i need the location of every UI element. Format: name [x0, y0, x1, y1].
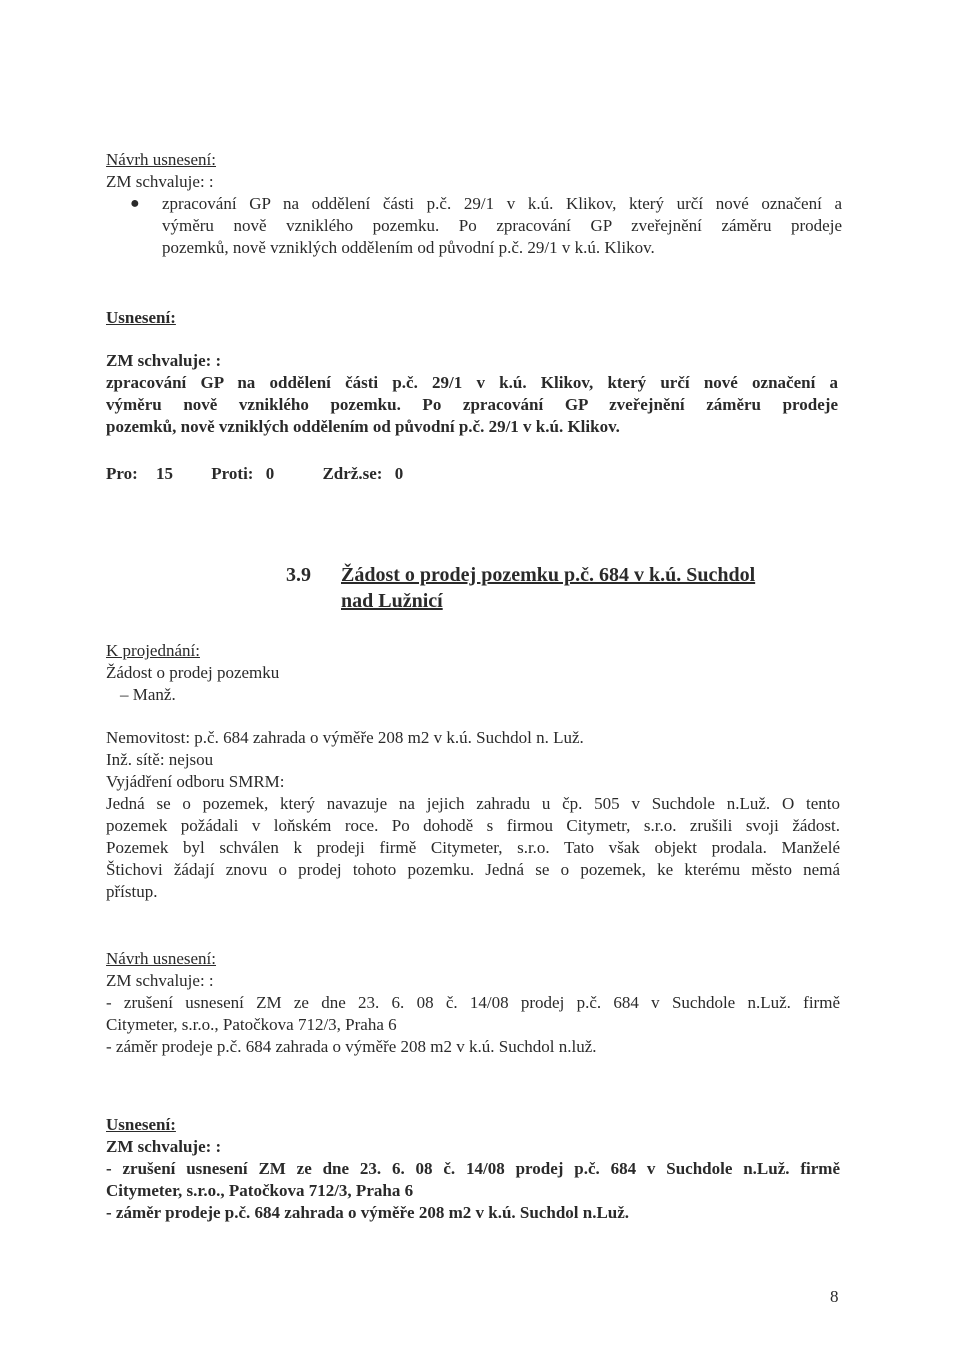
resolution-body-1	[106, 350, 838, 438]
proposal-text-line: pozemků, nově vzniklých oddělením od původní p.č. 29/1 v k.ú. Klikov.	[162, 238, 655, 257]
utilities-line: Inž. sítě: nejsou	[106, 750, 214, 769]
proposal-heading: Návrh usnesení:	[106, 949, 217, 968]
vote-abstain-count: 0	[394, 464, 404, 483]
resolution-section-2	[106, 1114, 840, 1224]
resolution-text-line: zpracování GP na oddělení části p.č. 29/1 v k.ú. Klikov, který určí nové označení a	[106, 373, 838, 392]
resolution-text-line: - zrušení usnesení ZM ze dne 23. 6. 08 č. 14/08 prodej p.č. 684 v Suchdole n.Luž. firmě	[106, 1159, 840, 1178]
proposal-heading: Návrh usnesení:	[106, 150, 217, 169]
vote-proti-count: 0	[265, 464, 275, 483]
vote-abstain-label: Zdrž.se:	[322, 464, 383, 483]
resolution-text-line: - záměr prodeje p.č. 684 zahrada o výměře 208 m2 v k.ú. Suchdol n.Luž.	[106, 1203, 630, 1222]
proposal-text-line: Citymeter, s.r.o., Patočkova 712/3, Praha 6	[106, 1015, 397, 1034]
resolution-heading: Usnesení:	[106, 308, 176, 327]
details-paragraph-line: přístup.	[106, 882, 158, 901]
item-number-text: 3.9	[286, 564, 311, 586]
resolution-text-line: Citymeter, s.r.o., Patočkova 712/3, Praha 6	[106, 1181, 414, 1200]
proposal-section-1	[106, 149, 841, 259]
resolution-text-line: pozemků, nově vzniklých oddělením od původní p.č. 29/1 v k.ú. Klikov.	[106, 417, 620, 436]
discussion-section	[106, 640, 279, 706]
page-number-text: 8	[830, 1287, 839, 1306]
item-title-line-2: nad Lužnicí	[341, 590, 443, 612]
details-paragraph-line: Pozemek byl schválen k prodeji firmě Citymeter, s.r.o. Tato však objekt prodala. Manželé	[106, 838, 840, 857]
proposal-subheading: ZM schvaluje: :	[106, 971, 214, 990]
details-section	[106, 727, 840, 903]
resolution-text-line: výměru nově vzniklého pozemku. Po zpracování GP zveřejnění záměru prodeje	[106, 395, 838, 414]
details-paragraph-line: Jedná se o pozemek, který navazuje na jejich zahradu u čp. 505 v Suchdole n.Luž. O tento	[106, 794, 840, 813]
proposal-text-line: - zrušení usnesení ZM ze dne 23. 6. 08 č. 14/08 prodej p.č. 684 v Suchdole n.Luž. firmě	[106, 993, 840, 1012]
discussion-line: Žádost o prodej pozemku	[106, 663, 280, 682]
item-title	[341, 562, 755, 614]
vote-pro-label: Pro:	[106, 464, 138, 483]
proposal-section-2	[106, 948, 840, 1058]
proposal-text-line: - záměr prodeje p.č. 684 zahrada o výměře 208 m2 v k.ú. Suchdol n.luž.	[106, 1037, 597, 1056]
page-number	[830, 1287, 839, 1307]
resolution-section-1	[106, 307, 841, 329]
vote-pro-count: 15	[156, 464, 174, 483]
resolution-heading: Usnesení:	[106, 1115, 176, 1134]
item-number	[286, 562, 311, 588]
proposal-text-line: výměru nově vzniklého pozemku. Po zpracování GP zveřejnění záměru prodeje	[162, 216, 842, 235]
bullet-icon: ●	[130, 195, 140, 212]
vote-proti-label: Proti:	[211, 464, 254, 483]
vote-results	[106, 463, 403, 485]
proposal-subheading: ZM schvaluje: :	[106, 172, 214, 191]
proposal-text-line: zpracování GP na oddělení části p.č. 29/1 v k.ú. Klikov, který určí nové označení a	[162, 194, 842, 213]
property-line: Nemovitost: p.č. 684 zahrada o výměře 208 m2 v k.ú. Suchdol n. Luž.	[106, 728, 584, 747]
discussion-line: – Manž.	[120, 685, 176, 704]
item-title-line-1: Žádost o prodej pozemku p.č. 684 v k.ú. Suchdol	[341, 564, 756, 586]
department-opinion-heading: Vyjádření odboru SMRM:	[106, 772, 285, 791]
details-paragraph-line: Štichovi žádají znovu o prodej tohoto pozemku. Jedná se o pozemek, ke kterému město nemá	[106, 860, 840, 879]
resolution-subheading: ZM schvaluje: :	[106, 1137, 222, 1156]
resolution-subheading: ZM schvaluje: :	[106, 351, 222, 370]
details-paragraph-line: pozemek požádali v loňském roce. Po dohodě s firmou Citymetr, s.r.o. zrušili svoji žádost.	[106, 816, 840, 835]
discussion-heading: K projednání:	[106, 641, 200, 660]
